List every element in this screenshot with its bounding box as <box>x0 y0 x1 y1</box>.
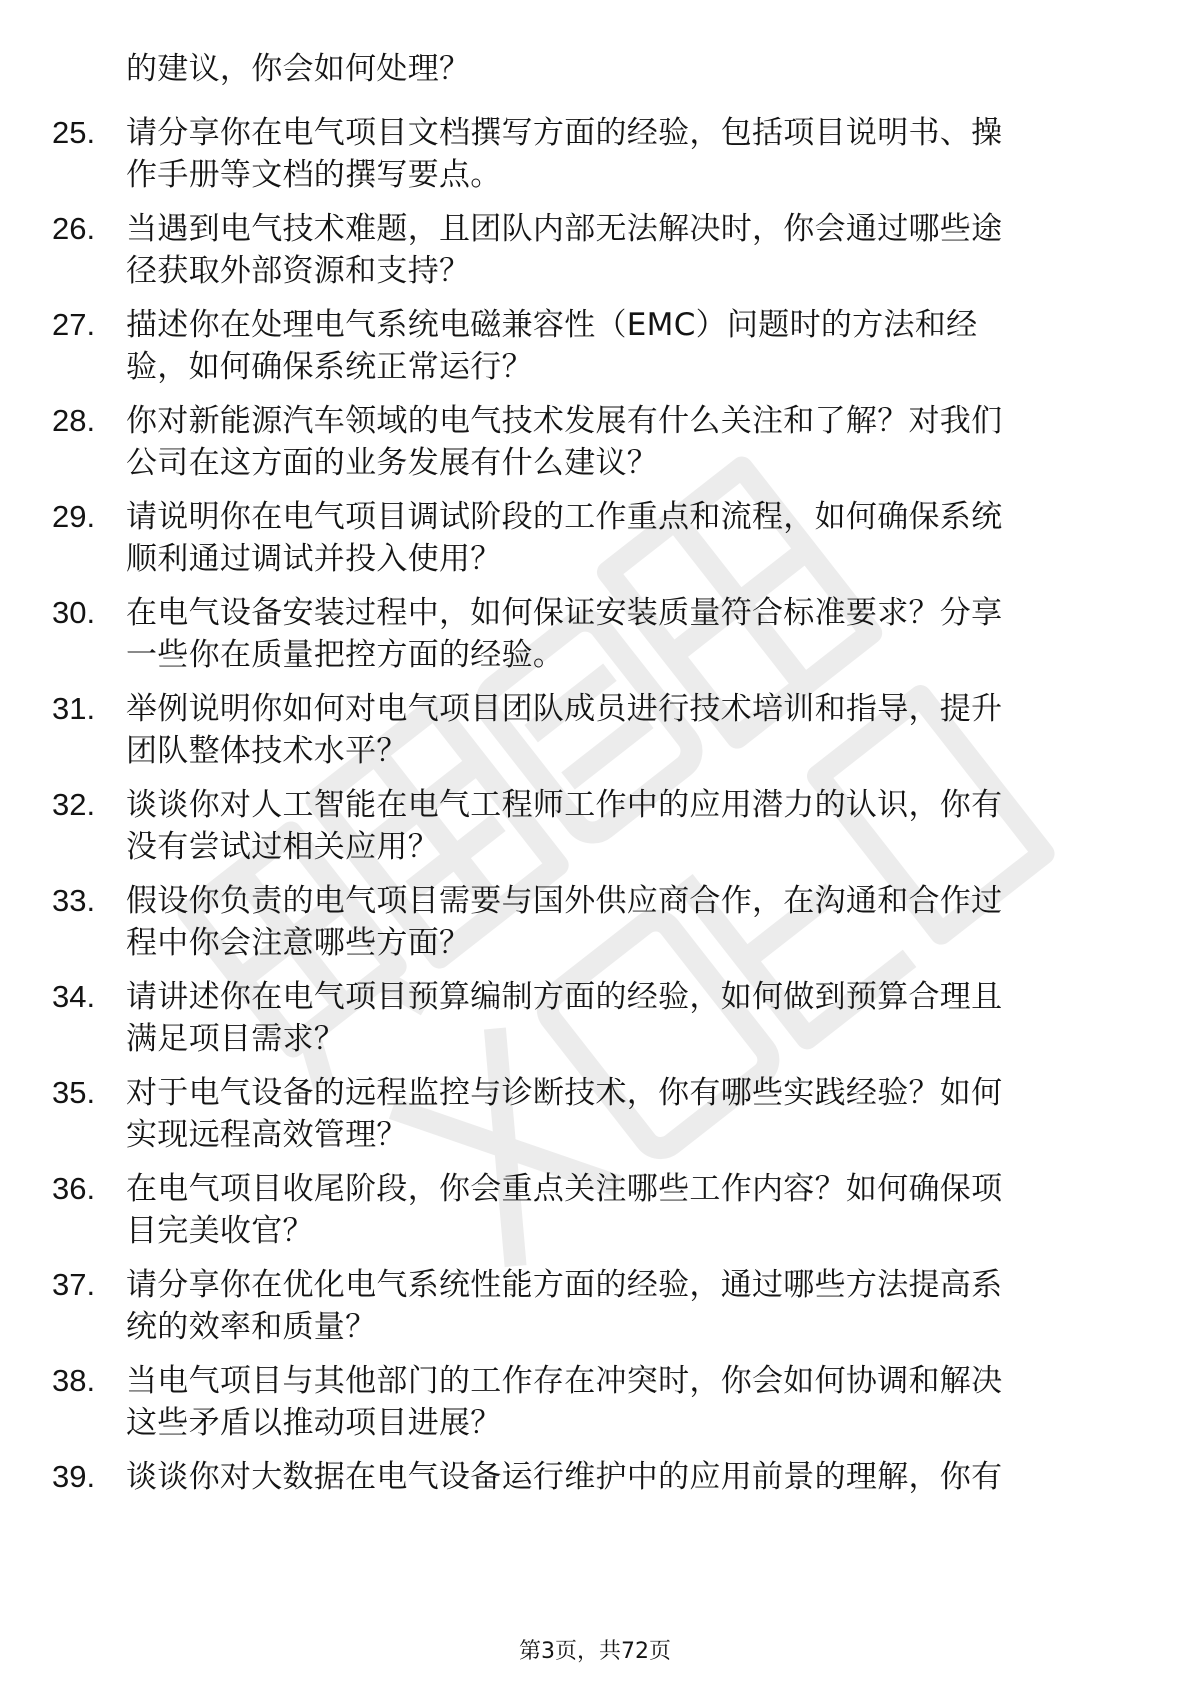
question-number: 38. <box>52 1363 96 1398</box>
question-item <box>52 1360 1112 1456</box>
question-text-line: 假设你负责的电气项目需要与国外供应商合作，在沟通和合作过 <box>126 883 1003 919</box>
question-text-line: 程中你会注意哪些方面？ <box>126 925 471 961</box>
question-item <box>52 976 1112 1072</box>
question-text-line: 这些矛盾以推动项目进展？ <box>126 1405 502 1441</box>
question-number: 33. <box>52 883 96 918</box>
question-text-line: 统的效率和质量？ <box>126 1309 377 1345</box>
question-number: 39. <box>52 1459 96 1494</box>
question-text-line: 请分享你在电气项目文档撰写方面的经验，包括项目说明书、操 <box>126 115 1003 151</box>
question-number: 25. <box>52 115 96 150</box>
question-text-line: 作手册等文档的撰写要点。 <box>126 157 502 193</box>
question-item <box>52 592 1112 688</box>
question-item <box>52 400 1112 496</box>
question-text-line: 在电气设备安装过程中，如何保证安装质量符合标准要求？分享 <box>126 595 1003 631</box>
question-item <box>52 496 1112 592</box>
question-text-line: 团队整体技术水平？ <box>126 733 408 769</box>
question-text-line: 公司在这方面的业务发展有什么建议？ <box>126 445 659 481</box>
question-text-line: 满足项目需求？ <box>126 1021 346 1057</box>
question-text-line: 请分享你在优化电气系统性能方面的经验，通过哪些方法提高系 <box>126 1267 1003 1303</box>
question-number: 28. <box>52 403 96 438</box>
question-text-line: 径获取外部资源和支持？ <box>126 253 471 289</box>
question-text-line: 描述你在处理电气系统电磁兼容性（EMC）问题时的方法和经 <box>126 307 978 343</box>
question-text-line: 当电气项目与其他部门的工作存在冲突时，你会如何协调和解决 <box>126 1363 1003 1399</box>
question-item <box>52 208 1112 304</box>
question-text-line: 谈谈你对大数据在电气设备运行维护中的应用前景的理解，你有 <box>126 1459 1003 1495</box>
question-text-line: 实现远程高效管理？ <box>126 1117 408 1153</box>
question-text-line: 顺利通过调试并投入使用？ <box>126 541 502 577</box>
question-text-line: 当遇到电气技术难题，且团队内部无法解决时，你会通过哪些途 <box>126 211 1003 247</box>
question-number: 34. <box>52 979 96 1014</box>
question-number: 37. <box>52 1267 96 1302</box>
question-list <box>52 112 1112 1552</box>
question-item <box>52 1072 1112 1168</box>
question-number: 29. <box>52 499 96 534</box>
question-text-line: 谈谈你对人工智能在电气工程师工作中的应用潜力的认识，你有 <box>126 787 1003 823</box>
question-text-line: 目完美收官？ <box>126 1213 314 1249</box>
question-item <box>52 784 1112 880</box>
question-text-line: 你对新能源汽车领域的电气技术发展有什么关注和了解？对我们 <box>126 403 1003 439</box>
question-text-line: 没有尝试过相关应用？ <box>126 829 439 865</box>
question-text-line: 验，如何确保系统正常运行？ <box>126 349 533 385</box>
question-text-line: 在电气项目收尾阶段，你会重点关注哪些工作内容？如何确保项 <box>126 1171 1003 1207</box>
question-number: 36. <box>52 1171 96 1206</box>
question-item <box>52 688 1112 784</box>
question-text-line: 请说明你在电气项目调试阶段的工作重点和流程，如何确保系统 <box>126 499 1003 535</box>
question-item <box>52 112 1112 208</box>
question-number: 27. <box>52 307 96 342</box>
question-item <box>52 1456 1112 1552</box>
question-number: 31. <box>52 691 96 726</box>
question-number: 30. <box>52 595 96 630</box>
question-text-line: 举例说明你如何对电气项目团队成员进行技术培训和指导，提升 <box>126 691 1003 727</box>
question-item <box>52 1168 1112 1264</box>
continued-question-text: 的建议，你会如何处理？ <box>126 51 471 87</box>
page-footer: 第3页，共72页 <box>519 1639 671 1664</box>
question-text-line: 对于电气设备的远程监控与诊断技术，你有哪些实践经验？如何 <box>126 1075 1003 1111</box>
question-number: 35. <box>52 1075 96 1110</box>
question-number: 32. <box>52 787 96 822</box>
question-item <box>52 304 1112 400</box>
question-number: 26. <box>52 211 96 246</box>
question-item <box>52 880 1112 976</box>
question-text-line: 请讲述你在电气项目预算编制方面的经验，如何做到预算合理且 <box>126 979 1003 1015</box>
question-item <box>52 1264 1112 1360</box>
question-text-line: 一些你在质量把控方面的经验。 <box>126 637 565 673</box>
